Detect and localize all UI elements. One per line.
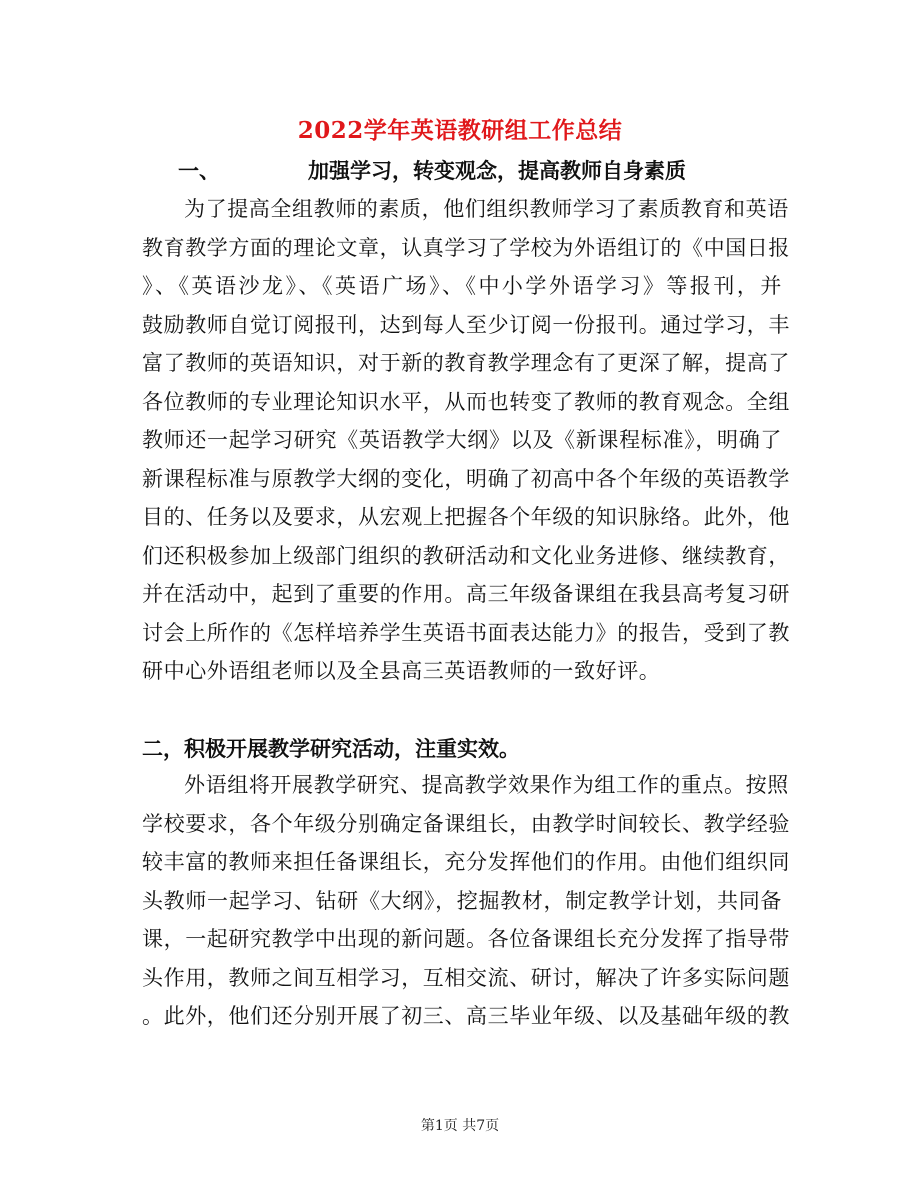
paragraph-line: 新课程标准与原教学大纲的变化，明确了初高中各个年级的英语教学 — [142, 466, 790, 491]
paragraph-line: 各位教师的专业理论知识水平，从而也转变了教师的教育观念。全组 — [142, 389, 790, 414]
paragraph-line: 较丰富的教师来担任备课组长，充分发挥他们的作用。由他们组织同 — [142, 850, 790, 874]
paragraph-line: 头教师一起学习、钻研《大纲》，挖掘教材，制定教学计划，共同备 — [142, 888, 782, 913]
paragraph-line: 课，一起研究教学中出现的新问题。各位备课组长充分发挥了指导带 — [142, 927, 790, 951]
paragraph-line: 。此外，他们还分别开展了初三、高三毕业年级、以及基础年级的教 — [142, 1004, 790, 1028]
section-1-heading: 加强学习，转变观念，提高教师自身素质 — [308, 158, 686, 183]
paragraph-line: 们还积极参加上级部门组织的教研活动和文化业务进修、继续教育， — [142, 543, 790, 568]
section-2-paragraph — [142, 766, 790, 1036]
paragraph-line: 教师还一起学习研究《英语教学大纲》以及《新课程标准》，明确了 — [142, 428, 782, 452]
section-1-paragraph — [142, 190, 790, 691]
paragraph-line: 目的、任务以及要求，从宏观上把握各个年级的知识脉络。此外，他 — [142, 505, 790, 529]
paragraph-line: 富了教师的英语知识，对于新的教育教学理念有了更深了解，提高了 — [142, 351, 790, 375]
paragraph-line: 鼓励教师自觉订阅报刊，达到每人至少订阅一份报刊。通过学习，丰 — [142, 312, 790, 337]
paragraph-line: 学校要求，各个年级分别确定备课组长，由教学时间较长、教学经验 — [142, 811, 790, 836]
paragraph-line: 头作用，教师之间互相学习，互相交流、研讨，解决了许多实际问题 — [142, 965, 790, 990]
paragraph-line: 为了提高全组教师的素质，他们组织教师学习了素质教育和英语 — [184, 197, 789, 221]
paragraph-line: 》、《英语沙龙》、《英语广场》、《中小学外语学习》等报刊，并 — [142, 274, 782, 298]
paragraph-line: 研中心外语组老师以及全县高三英语教师的一致好评。 — [142, 659, 661, 683]
document-title: 2022学年英语教研组工作总结 — [297, 117, 623, 144]
paragraph-line: 讨会上所作的《怎样培养学生英语书面表达能力》的报告，受到了教 — [142, 620, 790, 645]
paragraph-line: 外语组将开展教学研究、提高教学效果作为组工作的重点。按照 — [184, 773, 789, 797]
paragraph-line: 教育教学方面的理论文章，认真学习了学校为外语组订的《中国日报 — [142, 235, 790, 260]
paragraph-line: 并在活动中，起到了重要的作用。高三年级备课组在我县高考复习研 — [142, 582, 790, 606]
page-number-footer: 第1页 共7页 — [420, 1118, 500, 1134]
section-1-number: 一、 — [178, 158, 220, 183]
section-2-heading: 二，积极开展教学研究活动，注重实效。 — [142, 736, 520, 761]
